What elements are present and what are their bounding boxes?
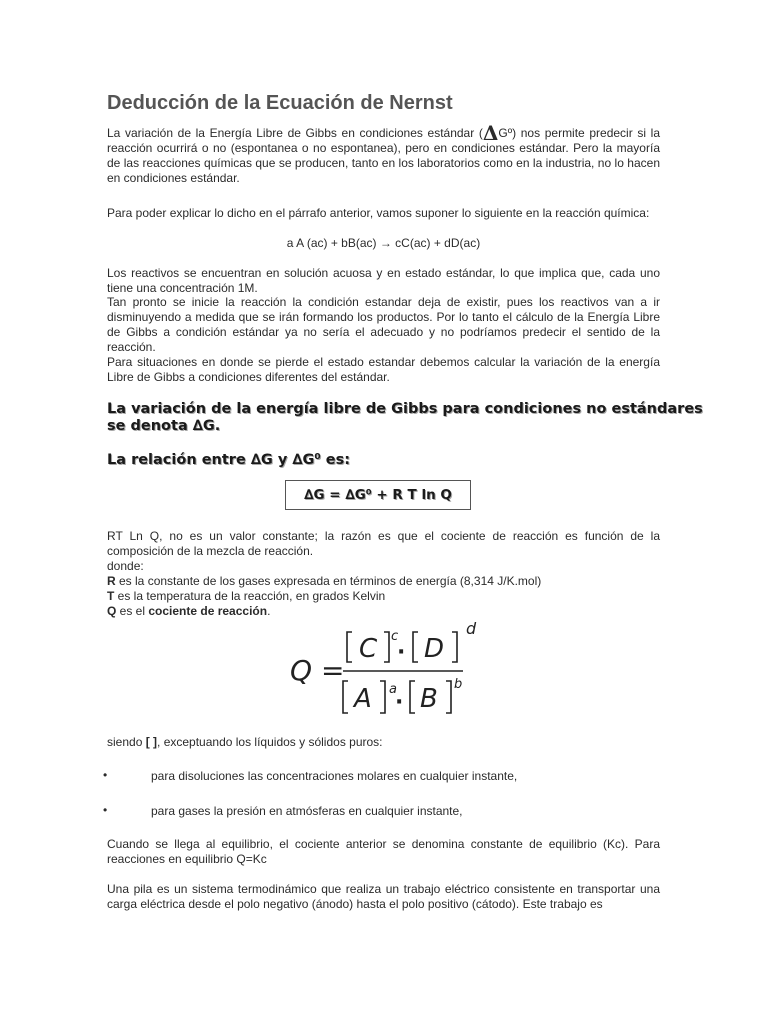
paragraph-siendo [107,735,660,750]
definition-r [107,574,660,589]
definition-r-text: es la constante de los gases expresada en términos de energía (8,314 J/K.mol) [115,574,542,588]
paragraph-reaction-start: Tan pronto se inicie la reacción la condición estandar deja de existir, pues los reactivos van a ir disminuyendo a medida que se irán formando los productos. Por lo tanto el cálculo de la Energía Libre de Gibbs a condición estándar ya no sería el adecuado y no podríamos predecir el sentido de la reacción. [107,295,660,354]
page-title: Deducción de la Ecuación de Nernst [107,92,453,114]
concentration-brackets: [ ] [145,735,158,749]
intro-text-end: ) nos permite predecir si la reacción ocurrirá o no (espontanea o no espontanea), pero en condiciones estándar. Pero la mayoría de las reacciones químicas que se producen, tanto en los laboratorios como en la industria, no lo hacen en condiciones estándar. [107,126,660,185]
bullet-marker: • [103,768,108,782]
paragraph-cell: Una pila es un sistema termodinámico que realiza un trabajo eléctrico consistente en transportar una carga eléctrica desde el polo negativo (ánodo) hasta el polo positivo (cátodo). Este trabajo es [107,882,660,911]
paragraph-reactants: Los reactivos se encuentran en solución acuosa y en estado estándar, lo que implica que, cada uno tiene una concentración 1M. [107,266,660,295]
definition-t [107,589,660,604]
reaction-equation: a A (ac) + bB(ac) → cC(ac) + dD(ac) [286,236,481,250]
bracket-right-d [452,632,457,662]
bullet-item-gases: para gases la presión en atmósferas en cualquier instante, [151,804,463,818]
bracket-right-a [380,681,385,713]
reaction-quotient-formula [285,618,485,723]
exponent-b: b [454,677,463,692]
exponent-d: d [466,619,477,638]
exponent-c: c [391,629,399,644]
bracket-left-b [410,681,415,713]
paragraph-suppose: Para poder explicar lo dicho en el párrafo anterior, vamos suponer lo siguiente en la reacción química: [107,206,650,220]
intro-text-start: La variación de la Energía Libre de Gibbs en condiciones estándar ( [107,126,483,140]
exponent-a: a [389,682,397,697]
bullet-item-solutions: para disoluciones las concentraciones molares en cualquier instante, [151,769,518,783]
formula-b: B [420,684,438,714]
paragraph-rt-ln-q: RT Ln Q, no es un valor constante; la razón es que el cociente de reacción es función de la composición de la mezcla de reacción. [107,529,660,558]
formula-c: C [359,634,378,664]
formula-lhs: Q = [290,654,345,687]
symbol-t: T [107,589,115,603]
symbol-q: Q [107,604,117,618]
definition-q [107,604,660,619]
paragraph-non-standard: Para situaciones en donde se pierde el estado estandar debemos calcular la variación de la energía Libre de Gibbs a condiciones diferentes del estándar. [107,355,660,384]
label-donde: donde: [107,559,144,573]
formula-dot-top: · [397,640,406,665]
formula-d: D [424,634,445,664]
bracket-left-a [343,681,348,713]
bracket-right-b [446,681,451,713]
symbol-r: R [107,574,116,588]
bracket-left-c [347,632,352,662]
siendo-text-end: , exceptuando los líquidos y sólidos puros: [157,735,383,749]
definition-q-term: cociente de reacción [148,604,268,618]
definition-t-text: es la temperatura de la reacción, en grados Kelvin [114,589,386,603]
paragraph-intro [107,121,660,186]
gibbs-equation-box: ∆G = ∆G⁰ + R T ln Q [285,480,471,510]
paragraph-equilibrium: Cuando se llega al equilibrio, el cociente anterior se denomina constante de equilibrio (Kc). Para reacciones en equilibrio Q=Kc [107,837,660,866]
bullet-marker: • [103,803,108,817]
bracket-left-d [413,632,418,662]
formula-dot-bottom: · [395,690,404,715]
section-heading-delta-g: La variación de la energía libre de Gibbs para condiciones no estándares se denota ∆G. [107,401,703,434]
g-standard-symbol: Gº [498,126,513,140]
bracket-right-c [384,632,389,662]
formula-a: A [354,684,372,714]
definition-q-text: es el [116,604,149,618]
delta-symbol: Δ [482,121,499,145]
definition-q-end: . [267,604,271,618]
section-heading-relation: La relación entre ∆G y ∆G⁰ es: [107,452,351,468]
siendo-text: siendo [107,735,146,749]
